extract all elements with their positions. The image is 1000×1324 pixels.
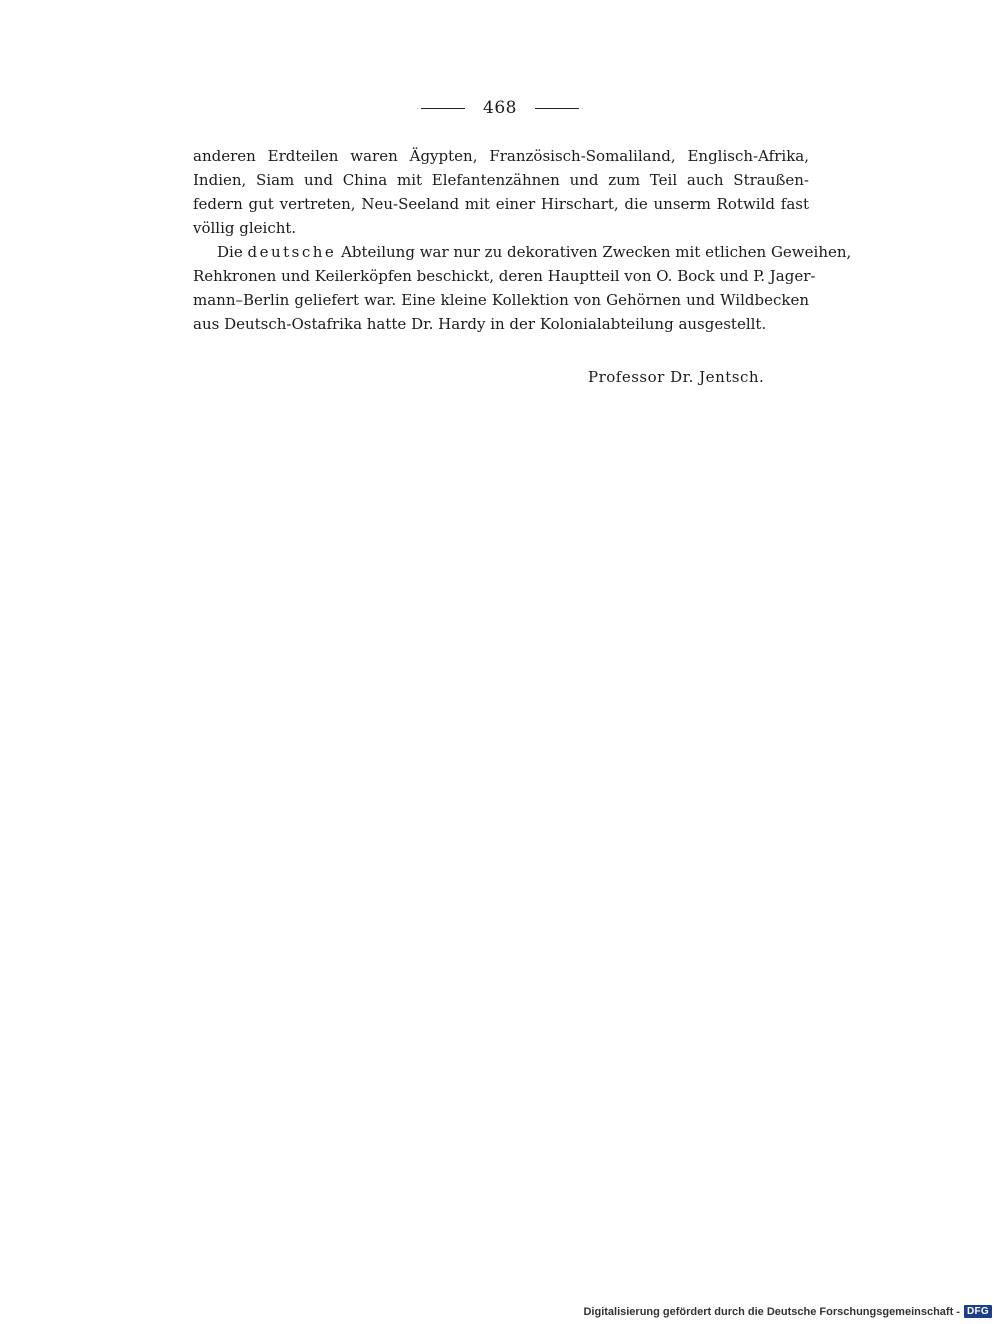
text-line: völlig gleicht. bbox=[193, 219, 297, 237]
header-rule-right bbox=[535, 108, 579, 109]
paragraph-1 bbox=[193, 144, 809, 240]
paragraph-2 bbox=[193, 240, 852, 336]
text-line: anderen Erdteilen waren Ägypten, Französisch-Somaliland, Englisch-Afrika, bbox=[193, 147, 809, 165]
text-line bbox=[193, 240, 852, 264]
header-rule-left bbox=[421, 108, 465, 109]
text-line: federn gut vertreten, Neu-Seeland mit einer Hirschart, die unserm Rotwild fast bbox=[193, 195, 809, 213]
funding-credit-text: Digitalisierung gefördert durch die Deutsche Forschungsgemeinschaft - bbox=[583, 1305, 960, 1318]
text-fragment: Die bbox=[217, 243, 243, 261]
footer-credit bbox=[583, 1305, 992, 1318]
page-header bbox=[0, 98, 1000, 118]
text-fragment: Abteilung war nur zu dekorativen Zwecken mit etlichen Geweihen, bbox=[341, 243, 852, 261]
body-text bbox=[193, 144, 852, 336]
author-signature: Professor Dr. Jentsch. bbox=[588, 368, 765, 386]
text-line: Indien, Siam und China mit Elefantenzähnen und zum Teil auch Straußen- bbox=[193, 171, 809, 189]
dfg-logo: DFG bbox=[964, 1305, 992, 1318]
page-number: 468 bbox=[483, 98, 517, 118]
text-line: Rehkronen und Keilerköpfen beschickt, deren Hauptteil von O. Bock und P. Jager- bbox=[193, 267, 816, 285]
spaced-word: deutsche bbox=[247, 243, 337, 261]
text-line: mann–Berlin geliefert war. Eine kleine Kollektion von Gehörnen und Wildbecken bbox=[193, 291, 809, 309]
text-line: aus Deutsch-Ostafrika hatte Dr. Hardy in der Kolonialabteilung ausgestellt. bbox=[193, 315, 767, 333]
